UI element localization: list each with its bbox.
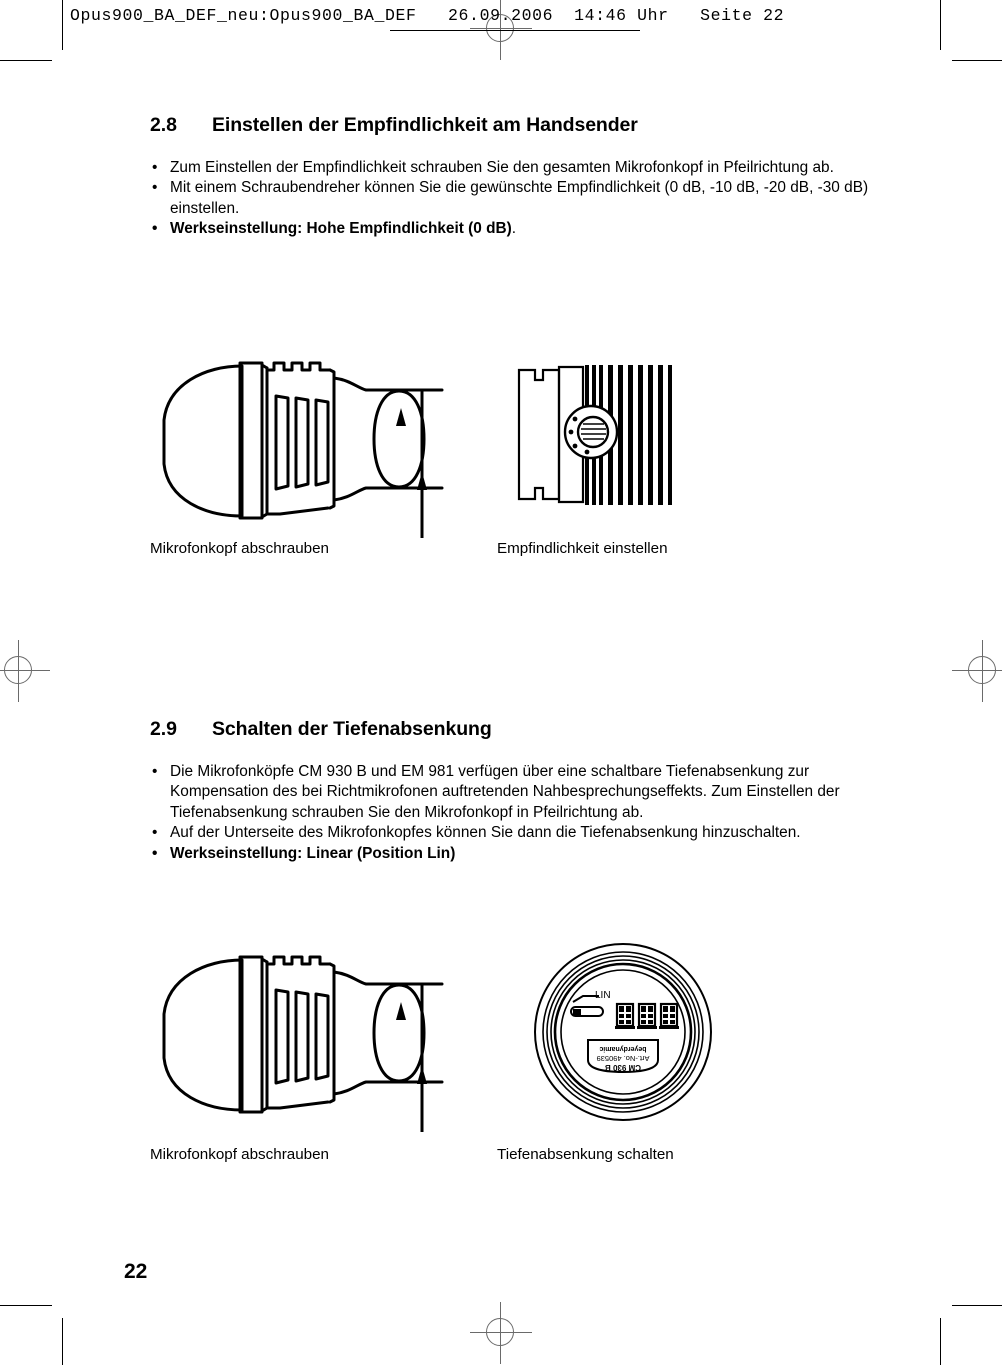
caption-mikrofonkopf-abschrauben-bottom: Mikrofonkopf abschrauben xyxy=(150,1146,329,1163)
screw-dial-inner xyxy=(578,417,608,447)
crop-mark-top-left-horizontal xyxy=(0,60,52,61)
list-item xyxy=(150,823,910,843)
product-label-artno: Art.-No. 490539 xyxy=(596,1054,650,1063)
registration-mark-left xyxy=(0,640,50,702)
list-item-text: Zum Einstellen der Empfindlichkeit schrauben Sie den gesamten Mikrofonkopf in Pfeilrichtung ab. xyxy=(170,159,834,176)
product-label-plate xyxy=(588,1040,658,1072)
contact-pins xyxy=(615,1004,679,1029)
crop-mark-bottom-left-horizontal xyxy=(0,1305,52,1306)
list-item-text: Die Mikrofonköpfe CM 930 B und EM 981 verfügen über eine schaltbare Tiefenabsenkung zur Kompensation des bei Richtmikrofonen auftretenden Nahbesprechungseffekts. Zum Einstellen der Tiefenabsenkung schrauben Sie den Mikrofonkopf in Pfeilrichtung ab. xyxy=(170,763,840,821)
list-item-text: Auf der Unterseite des Mikrofonkopfes können Sie dann die Tiefenabsenkung hinzuschalten. xyxy=(170,824,801,842)
registration-mark-right xyxy=(952,640,1002,702)
crop-mark-bottom-left-vertical xyxy=(62,1318,63,1365)
list-item-text: Mit einem Schraubendreher können Sie die gewünschte Empfindlichkeit (0 dB, -10 dB, -20 dB, -30 dB) einstellen. xyxy=(170,179,869,217)
page-number: 22 xyxy=(124,1260,148,1283)
product-label-brand: CM 930 B xyxy=(604,1063,642,1072)
file-header-text: Opus900_BA_DEF_neu:Opus900_BA_DEF 26.09.2006 14:46 Uhr Seite 22 xyxy=(70,6,785,25)
figure-microphone-head-bottom xyxy=(150,952,450,1132)
bullet-list-2-9 xyxy=(150,762,910,864)
crop-mark-top-right-horizontal xyxy=(952,60,1002,61)
crop-mark-bottom-right-vertical xyxy=(940,1318,941,1365)
section-number-2-9: 2.9 xyxy=(150,718,177,740)
crop-mark-top-left-vertical xyxy=(62,0,63,50)
section-heading-2-8 xyxy=(150,114,910,137)
crop-mark-top-right-vertical xyxy=(940,0,941,50)
rotation-arrowhead xyxy=(396,1002,406,1020)
product-label-model: beyerdynamic xyxy=(599,1045,647,1052)
list-item-text: Werkseinstellung: Hohe Empfindlichkeit (0 dB) xyxy=(170,220,512,238)
caption-empfindlichkeit-einstellen: Empfindlichkeit einstellen xyxy=(497,540,668,557)
list-item-text-tail: . xyxy=(511,220,517,238)
list-item xyxy=(150,219,910,239)
figure-microphone-head-top xyxy=(150,358,450,538)
caption-tiefenabsenkung-schalten: Tiefenabsenkung schalten xyxy=(497,1146,674,1163)
caption-mikrofonkopf-abschrauben-top: Mikrofonkopf abschrauben xyxy=(150,540,329,557)
figure-sensitivity-screw xyxy=(505,362,680,507)
figure-bass-rolloff-underside xyxy=(533,942,713,1122)
list-item xyxy=(150,158,910,178)
bullet-list-2-8 xyxy=(150,158,910,240)
list-item xyxy=(150,844,910,864)
list-item-text: Werkseinstellung: Linear (Position Lin) xyxy=(170,844,456,862)
section-number-2-8: 2.8 xyxy=(150,114,177,136)
crop-mark-bottom-right-horizontal xyxy=(952,1305,1002,1306)
section-heading-2-9 xyxy=(150,718,910,741)
header-underline xyxy=(390,30,640,31)
lin-switch-label: LIN xyxy=(595,990,611,1001)
section-title-2-9: Schalten der Tiefenabsenkung xyxy=(212,718,492,740)
registration-mark-bottom xyxy=(470,1302,532,1364)
rotation-arrowhead xyxy=(396,408,406,426)
section-title-2-8: Einstellen der Empfindlichkeit am Handsender xyxy=(212,114,638,136)
list-item xyxy=(150,762,910,823)
list-item xyxy=(150,178,910,219)
